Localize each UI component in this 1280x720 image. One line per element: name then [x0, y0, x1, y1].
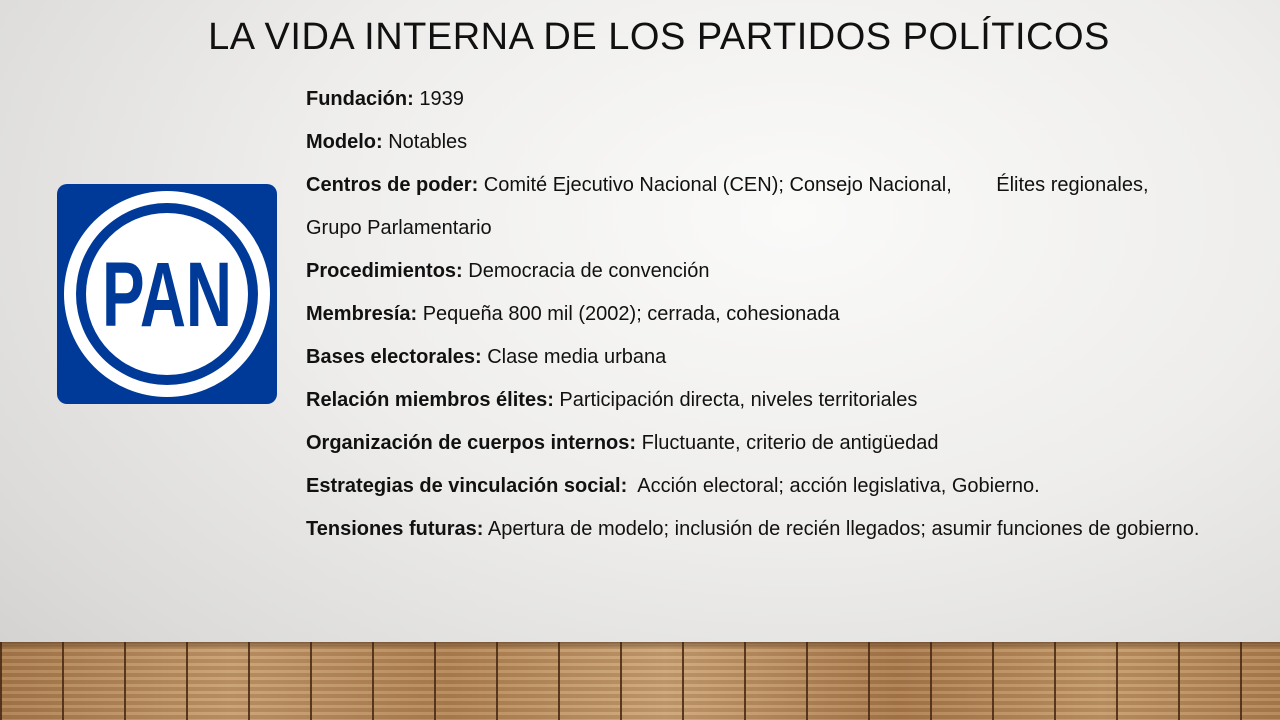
item-label: Modelo: [306, 131, 383, 153]
item-tensiones-futuras [306, 508, 1206, 551]
item-label: Relación miembros élites: [306, 389, 554, 411]
item-label: Procedimientos: [306, 260, 463, 282]
item-relacion-miembros-elites [306, 379, 1206, 422]
item-bases-electorales [306, 336, 1206, 379]
item-label: Centros de poder: [306, 174, 479, 196]
item-label: Tensiones futuras: [306, 518, 484, 540]
item-value: 1939 [413, 88, 464, 110]
item-value: Pequeña 800 mil (2002); cerrada, cohesionada [417, 303, 840, 325]
item-centros-de-poder [306, 164, 1206, 250]
party-details-list [306, 78, 1206, 551]
wood-floor-decoration [0, 642, 1280, 720]
pan-logo [57, 184, 277, 404]
item-modelo [306, 121, 1206, 164]
item-estrategias-vinculacion-social [306, 465, 1206, 508]
item-value: Democracia de convención [462, 260, 710, 282]
item-procedimientos [306, 250, 1206, 293]
item-value: Notables [382, 131, 468, 153]
item-label: Fundación: [306, 88, 414, 110]
item-membresia [306, 293, 1206, 336]
item-label: Estrategias de vinculación social: [306, 475, 628, 497]
item-value: Acción electoral; acción legislativa, Gobierno. [627, 475, 1040, 497]
item-organizacion-cuerpos-internos [306, 422, 1206, 465]
item-label: Membresía: [306, 303, 418, 325]
item-value: Apertura de modelo; inclusión de recién llegados; asumir funciones de gobierno. [483, 518, 1200, 540]
item-value: Participación directa, niveles territoriales [553, 389, 918, 411]
item-label: Bases electorales: [306, 346, 482, 368]
slide-title: LA VIDA INTERNA DE LOS PARTIDOS POLÍTICOS [208, 16, 1110, 58]
item-fundacion [306, 78, 1206, 121]
item-value: Clase media urbana [481, 346, 667, 368]
pan-logo-text: PAN [102, 244, 232, 346]
item-value: Comité Ejecutivo Nacional (CEN); Consejo Nacional, Élites regionales, Grupo Parlamentario [306, 174, 1149, 239]
item-value: Fluctuante, criterio de antigüedad [636, 432, 939, 454]
item-label: Organización de cuerpos internos: [306, 432, 637, 454]
